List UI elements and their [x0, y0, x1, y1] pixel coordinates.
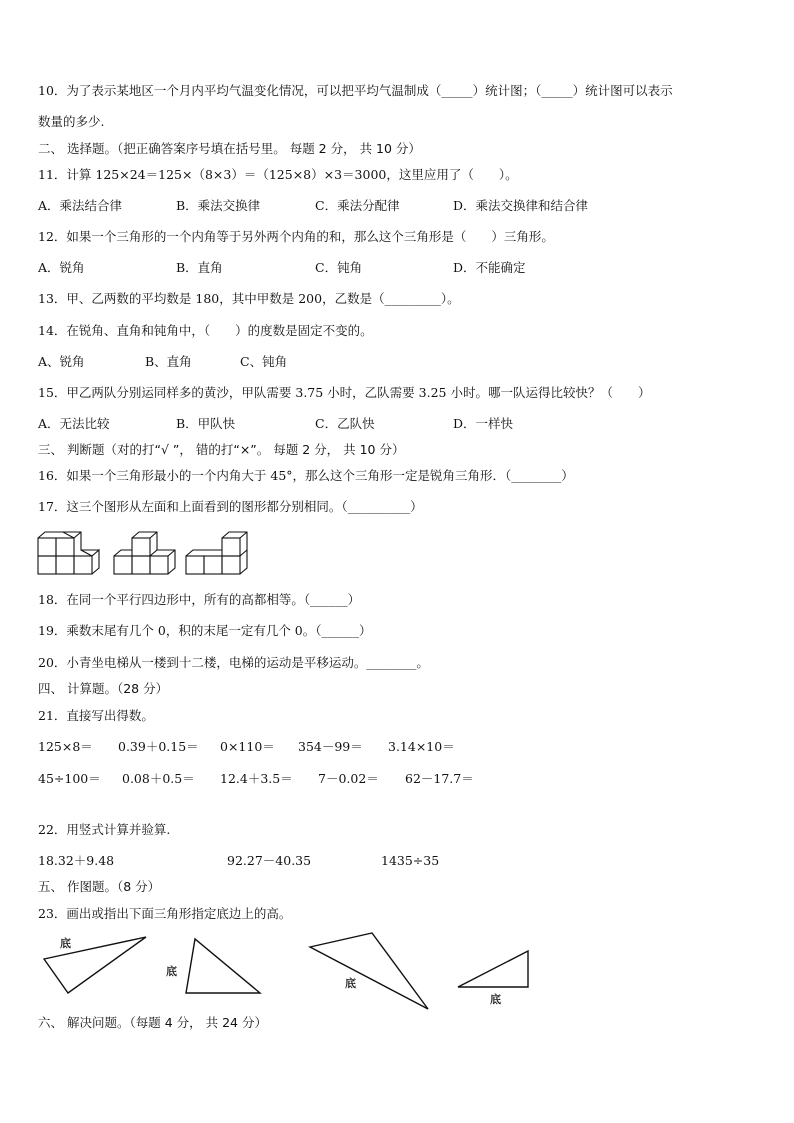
q12-option-c[interactable]: C．钝角 [315, 260, 363, 275]
q12-option-b[interactable]: B．直角 [176, 260, 223, 275]
q18-stem: 18．在同一个平行四边形中，所有的高都相等。（______） [38, 592, 361, 607]
triangle-3-base-label: 底 [345, 977, 356, 990]
q15-option-b[interactable]: B．甲队快 [176, 416, 236, 431]
q12-option-d[interactable]: D．不能确定 [453, 260, 526, 275]
triangle-2-base-label: 底 [166, 965, 177, 978]
triangle-1 [44, 936, 146, 993]
q22-expr: 1435÷35 [381, 853, 440, 868]
q23-triangles [0, 925, 794, 1015]
section5-heading: 五、 作图题。（8 分） [38, 879, 161, 894]
cube-figure-2 [114, 532, 175, 574]
section6-heading: 六、 解决问题。（每题 4 分， 共 24 分） [38, 1015, 267, 1030]
q21-expr: 12.4＋3.5＝ [220, 771, 293, 786]
q22-expr: 92.27－40.35 [227, 853, 312, 868]
triangle-2 [166, 939, 260, 993]
q15-option-c[interactable]: C．乙队快 [315, 416, 375, 431]
cube-figure-3 [186, 532, 247, 574]
q21-expr: 3.14×10＝ [388, 739, 455, 754]
section4-heading: 四、 计算题。（28 分） [38, 681, 169, 696]
q11-stem: 11．计算 125×24＝125×（8×3）＝（125×8）×3＝3000，这里应用了（ ）。 [38, 167, 518, 182]
q14-option-a[interactable]: A、锐角 [38, 354, 85, 369]
q21-expr: 7－0.02＝ [318, 771, 379, 786]
q23-stem: 23．画出或指出下面三角形指定底边上的高。 [38, 906, 292, 921]
q14-option-c[interactable]: C、钝角 [240, 354, 288, 369]
q11-option-a[interactable]: A．乘法结合律 [38, 198, 123, 213]
q14-option-b[interactable]: B、直角 [145, 354, 192, 369]
q21-expr: 45÷100＝ [38, 771, 101, 786]
q11-option-d[interactable]: D．乘法交换律和结合律 [453, 198, 589, 213]
q17-cube-figures [36, 526, 256, 578]
q12-option-a[interactable]: A．锐角 [38, 260, 85, 275]
q21-expr: 62－17.7＝ [405, 771, 474, 786]
q13-stem: 13．甲、乙两数的平均数是 180，其中甲数是 200，乙数是（_________）。 [38, 291, 460, 306]
triangle-3 [310, 933, 428, 1009]
triangle-4 [458, 951, 528, 1006]
q14-stem: 14．在锐角、直角和钝角中，（ ）的度数是固定不变的。 [38, 323, 373, 338]
q17-stem: 17．这三个图形从左面和上面看到的图形都分别相同。（__________） [38, 499, 423, 514]
q15-option-d[interactable]: D．一样快 [453, 416, 514, 431]
q15-stem: 15．甲乙两队分别运同样多的黄沙，甲队需要 3.75 小时，乙队需要 3.25 小时。哪一队运得比较快？（ ） [38, 385, 651, 400]
triangle-1-base-label: 底 [60, 937, 71, 950]
q20-stem: 20．小青坐电梯从一楼到十二楼，电梯的运动是平移运动。________。 [38, 655, 429, 670]
q21-expr: 125×8＝ [38, 739, 93, 754]
q19-stem: 19．乘数末尾有几个 0，积的末尾一定有几个 0。（______） [38, 623, 372, 638]
section3-heading: 三、 判断题（对的打“√ ”， 错的打“×”。 每题 2 分， 共 10 分） [38, 442, 405, 457]
q11-option-b[interactable]: B．乘法交换律 [176, 198, 261, 213]
q22-expr: 18.32＋9.48 [38, 853, 115, 868]
q21-expr: 0×110＝ [220, 739, 275, 754]
section2-heading: 二、 选择题。（把正确答案序号填在括号里。 每题 2 分， 共 10 分） [38, 141, 421, 156]
q12-stem: 12．如果一个三角形的一个内角等于另外两个内角的和，那么这个三角形是（ ）三角形。 [38, 229, 554, 244]
q10-line2: 数量的多少. [38, 114, 105, 129]
q22-stem: 22．用竖式计算并验算. [38, 822, 171, 837]
cube-figure-1 [38, 532, 99, 574]
q16-stem: 16．如果一个三角形最小的一个内角大于 45°，那么这个三角形一定是锐角三角形．（________） [38, 468, 574, 483]
q21-expr: 0.39＋0.15＝ [118, 739, 199, 754]
q15-option-a[interactable]: A．无法比较 [38, 416, 110, 431]
q11-option-c[interactable]: C．乘法分配律 [315, 198, 400, 213]
q10-line1: 10．为了表示某地区一个月内平均气温变化情况，可以把平均气温制成（_____）统计图；（_____）统计图可以表示 [38, 83, 673, 98]
q21-stem: 21．直接写出得数。 [38, 708, 154, 723]
triangle-4-base-label: 底 [490, 993, 501, 1006]
q21-expr: 0.08＋0.5＝ [122, 771, 195, 786]
q21-expr: 354－99＝ [298, 739, 363, 754]
